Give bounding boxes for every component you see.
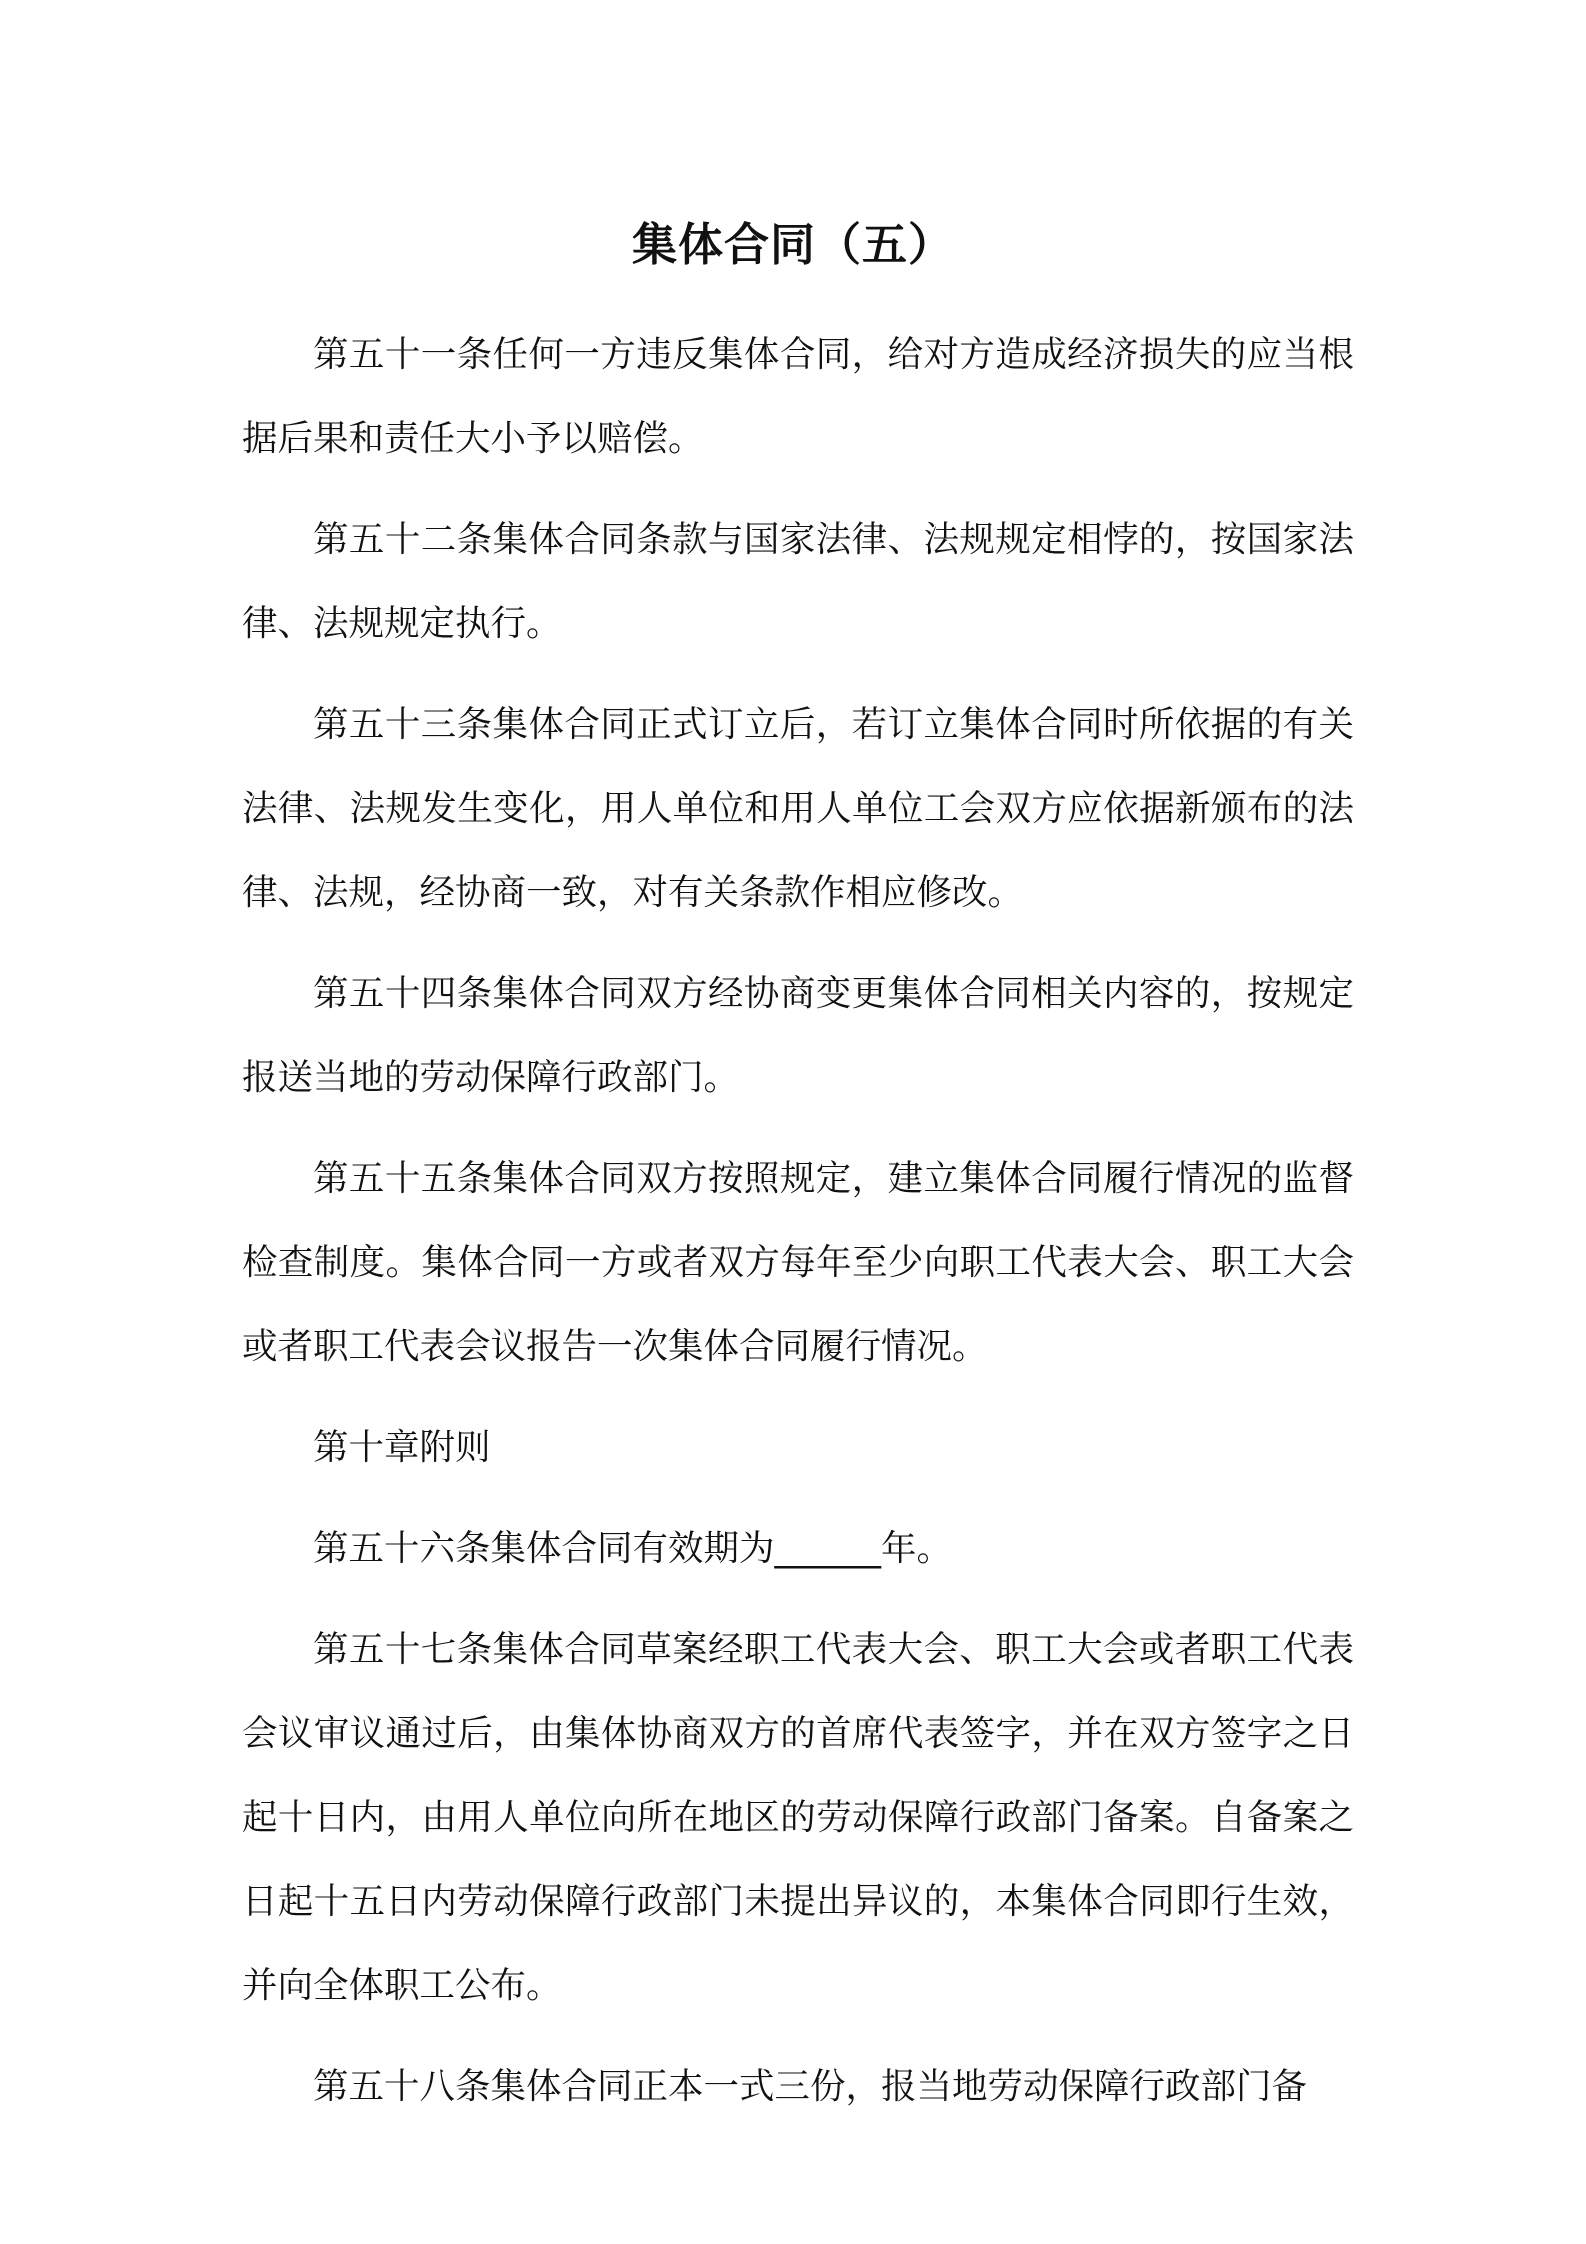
article-55-paragraph: 第五十五条集体合同双方按照规定，建立集体合同履行情况的监督检查制度。集体合同一方或者双方每年至少向职工代表大会、职工大会或者职工代表会议报告一次集体合同履行情况。 [242, 1158, 1354, 1367]
article-58-paragraph: 第五十八条集体合同正本一式三份，报当地劳动保障行政部门备 [313, 2066, 1308, 2107]
document-body [242, 313, 1354, 2146]
article-56-paragraph: 第五十六条集体合同有效期为______年。 [313, 1528, 953, 1569]
chapter-10-heading: 第十章附则 [313, 1427, 491, 1468]
document-title: 集体合同（五） [631, 218, 954, 271]
article-54-paragraph: 第五十四条集体合同双方经协商变更集体合同相关内容的，按规定报送当地的劳动保障行政部门。 [242, 973, 1354, 1098]
article-57-paragraph: 第五十七条集体合同草案经职工代表大会、职工大会或者职工代表会议审议通过后，由集体协商双方的首席代表签字，并在双方签字之日起十日内，由用人单位向所在地区的劳动保障行政部门备案。自备案之日起十五日内劳动保障行政部门未提出异议的，本集体合同即行生效，并向全体职工公布。 [242, 1629, 1354, 2006]
article-52-paragraph: 第五十二条集体合同条款与国家法律、法规规定相悖的，按国家法律、法规规定执行。 [242, 519, 1354, 644]
article-53-paragraph: 第五十三条集体合同正式订立后，若订立集体合同时所依据的有关法律、法规发生变化，用人单位和用人单位工会双方应依据新颁布的法律、法规，经协商一致，对有关条款作相应修改。 [242, 704, 1354, 913]
article-51-paragraph: 第五十一条任何一方违反集体合同，给对方造成经济损失的应当根据后果和责任大小予以赔偿。 [242, 334, 1354, 459]
